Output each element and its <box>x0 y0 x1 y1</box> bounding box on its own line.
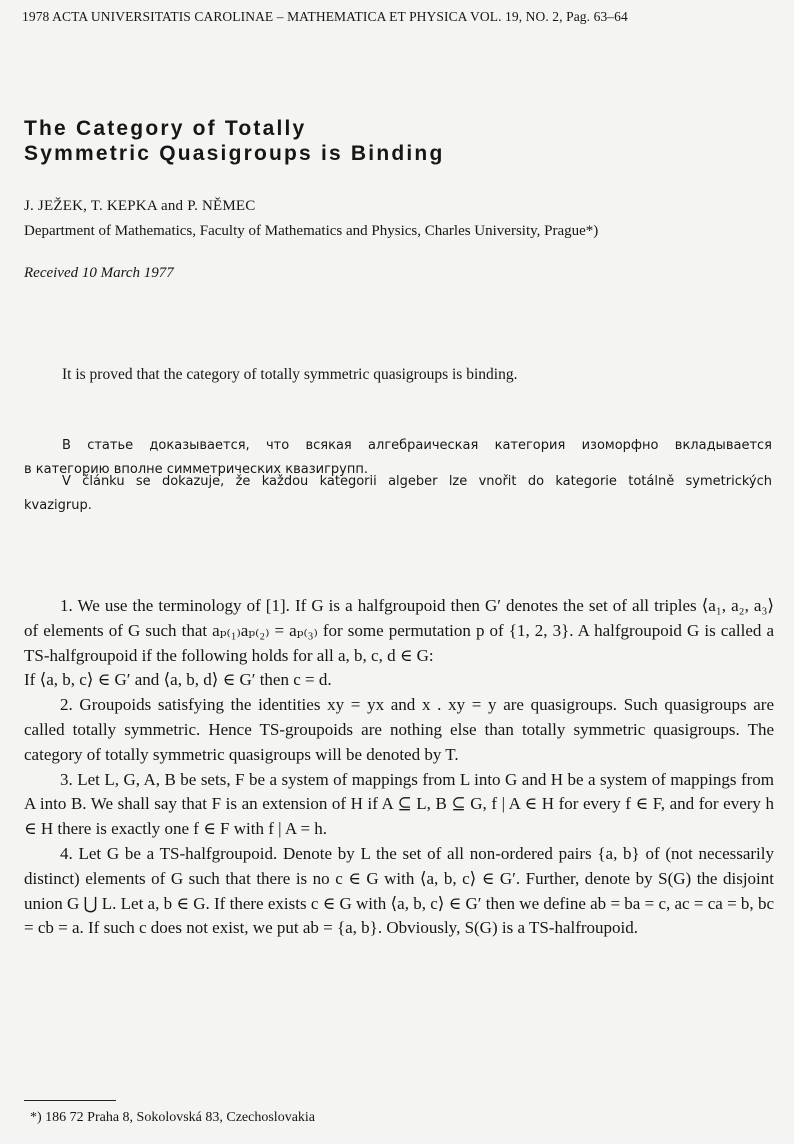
abstract-czech-line-1: V článku se dokazuje, že každou kategorii algeber lze vnořit do kategorie totálně symetrických <box>62 474 772 489</box>
running-header: 1978 ACTA UNIVERSITATIS CAROLINAE – MATHEMATICA ET PHYSICA VOL. 19, NO. 2, Pag. 63–64 <box>22 9 628 24</box>
paragraph-3: 3. Let L, G, A, B be sets, F be a system of mappings from L into G and H be a system of mappings from A into B. We shall say that F is an extension of H if A ⊆ L, B ⊆ G, f | A ∈ H for every f ∈ F, and for every h ∈ H there is exactly one f ∈ F with f | A = h. <box>24 769 774 839</box>
abstract-russian-line-1: В статье доказывается, что всякая алгебраическая категория изоморфно вкладывается <box>62 438 772 453</box>
paragraph-1-condition: If ⟨a, b, c⟩ ∈ G′ and ⟨a, b, d⟩ ∈ G′ then c = d. <box>24 670 332 690</box>
paragraph-1: 1. We use the terminology of [1]. If G is a halfgroupoid then G′ denotes the set of all triples ⟨a₁, a₂, a₃⟩ of elements of G such that aₚ₍₁₎aₚ₍₂₎ = aₚ₍₃₎ for some permutation p of {1, 2, 3}. A halfgroupoid G is called a TS-halfgroupoid if the following holds for all a, b, c, d ∈ G: <box>24 596 774 665</box>
abstract-czech-line-2: kvazigrup. <box>24 498 92 513</box>
abstract-english: It is proved that the category of totally symmetric quasigroups is binding. <box>62 366 518 383</box>
author-list: J. JEŽEK, T. KEPKA and P. NĚMEC <box>24 198 256 214</box>
affiliation: Department of Mathematics, Faculty of Mathematics and Physics, Charles University, Prague*) <box>24 223 599 239</box>
paper-title-line-2: Symmetric Quasigroups is Binding <box>24 142 445 165</box>
footnote-divider <box>24 1100 116 1101</box>
footnote: *) 186 72 Praha 8, Sokolovská 83, Czechoslovakia <box>30 1110 316 1125</box>
paper-title-line-1: The Category of Totally <box>24 117 307 140</box>
abstract-russian-line-2: в категорию вполне симметрических квазигрупп. <box>24 462 368 477</box>
paper-title <box>24 116 444 166</box>
paragraph-2: 2. Groupoids satisfying the identities xy = yx and x . xy = y are quasigroups. Such quasigroups are called totally symmetric. Hence TS-groupoids are nothing else than totally symmetric quasigroups. The category of totally symmetric quasigroups will be denoted by T. <box>24 695 774 764</box>
paragraph-4: 4. Let G be a TS-halfgroupoid. Denote by L the set of all non-ordered pairs {a, b} of (not necessarily distinct) elements of G such that there is no c ∈ G with ⟨a, b, c⟩ ∈ G′. Further, denote by S(G) the disjoint union G ⋃ L. Let a, b ∈ G. If there exists c ∈ G with ⟨a, b, c⟩ ∈ G′ then we define ab = ba = c, ac = ca = b, bc = cb = a. If such c does not exist, we put ab = {a, b}. Obviously, S(G) is a TS-halfroupoid. <box>24 843 774 938</box>
received-date: Received 10 March 1977 <box>24 265 174 281</box>
body-text <box>24 594 774 941</box>
abstract-czech <box>24 470 772 518</box>
